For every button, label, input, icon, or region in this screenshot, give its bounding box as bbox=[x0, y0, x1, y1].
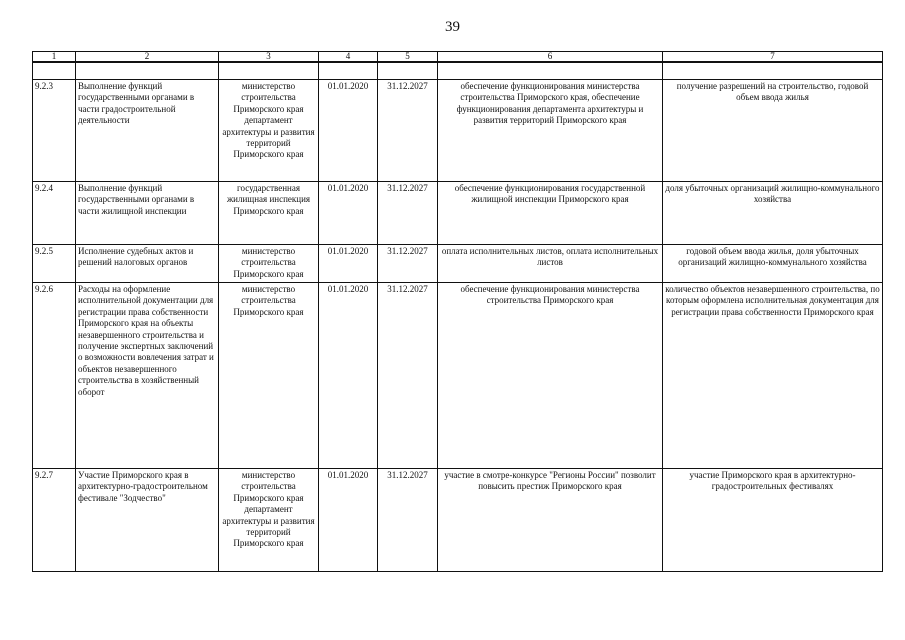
item-number: 9.2.5 bbox=[33, 245, 76, 283]
item-number: 9.2.6 bbox=[33, 283, 76, 469]
end-date: 31.12.2027 bbox=[378, 245, 438, 283]
column-number: 5 bbox=[378, 52, 438, 63]
expected-result: обеспечение функционирования государственной жилищной инспекции Приморского края bbox=[438, 182, 663, 245]
column-number: 4 bbox=[319, 52, 378, 63]
activity-name: Исполнение судебных актов и решений налоговых органов bbox=[76, 245, 219, 283]
table-row bbox=[33, 182, 883, 245]
table-row bbox=[33, 80, 883, 182]
target-indicator: участие Приморского края в архитектурно-градостроительных фестивалях bbox=[663, 469, 883, 572]
column-number: 6 bbox=[438, 52, 663, 63]
target-indicator: годовой объем ввода жилья, доля убыточных организаций жилищно-коммунального хозяйства bbox=[663, 245, 883, 283]
expected-result: оплата исполнительных листов, оплата исполнительных листов bbox=[438, 245, 663, 283]
table-row bbox=[33, 245, 883, 283]
end-date: 31.12.2027 bbox=[378, 182, 438, 245]
executor: министерство строительства Приморского края департамент архитектуры и развития территорий Приморского края bbox=[219, 80, 319, 182]
item-number: 9.2.7 bbox=[33, 469, 76, 572]
expected-result: обеспечение функционирования министерства строительства Приморского края, обеспечение функционирования департамента архитектуры и развития территорий Приморского края bbox=[438, 80, 663, 182]
target-indicator: получение разрешений на строительство, годовой объем ввода жилья bbox=[663, 80, 883, 182]
start-date: 01.01.2020 bbox=[319, 245, 378, 283]
end-date: 31.12.2027 bbox=[378, 80, 438, 182]
start-date: 01.01.2020 bbox=[319, 283, 378, 469]
activity-name: Выполнение функций государственными органами в части градостроительной деятельности bbox=[76, 80, 219, 182]
end-date: 31.12.2027 bbox=[378, 283, 438, 469]
executor: министерство строительства Приморского края департамент архитектуры и развития территорий Приморского края bbox=[219, 469, 319, 572]
column-number: 1 bbox=[33, 52, 76, 63]
column-number: 7 bbox=[663, 52, 883, 63]
target-indicator: количество объектов незавершенного строительства, по которым оформлена исполнительная документация для регистрации права собственности Приморского края bbox=[663, 283, 883, 469]
table-row bbox=[33, 469, 883, 572]
activity-name: Выполнение функций государственными органами в части жилищной инспекции bbox=[76, 182, 219, 245]
page-number: 39 bbox=[445, 19, 460, 35]
start-date: 01.01.2020 bbox=[319, 469, 378, 572]
activity-name: Расходы на оформление исполнительной документации для регистрации права собственности Приморского края на объекты незавершенного строительства и получение экспертных заключений о возможности вовлечения затрат и объектов незавершенного строительства в хозяйственный оборот bbox=[76, 283, 219, 469]
start-date: 01.01.2020 bbox=[319, 182, 378, 245]
expected-result: участие в смотре-конкурсе "Регионы России" позволит повысить престиж Приморского края bbox=[438, 469, 663, 572]
item-number: 9.2.4 bbox=[33, 182, 76, 245]
executor: министерство строительства Приморского края bbox=[219, 283, 319, 469]
expected-result: обеспечение функционирования министерства строительства Приморского края bbox=[438, 283, 663, 469]
start-date: 01.01.2020 bbox=[319, 80, 378, 182]
spacer-row bbox=[33, 62, 883, 80]
executor: министерство строительства Приморского края bbox=[219, 245, 319, 283]
target-indicator: доля убыточных организаций жилищно-коммунального хозяйства bbox=[663, 182, 883, 245]
column-number-row bbox=[33, 52, 883, 63]
column-number: 3 bbox=[219, 52, 319, 63]
executor: государственная жилищная инспекция Приморского края bbox=[219, 182, 319, 245]
column-number: 2 bbox=[76, 52, 219, 63]
table-row bbox=[33, 283, 883, 469]
item-number: 9.2.3 bbox=[33, 80, 76, 182]
end-date: 31.12.2027 bbox=[378, 469, 438, 572]
activity-name: Участие Приморского края в архитектурно-градостроительном фестивале "Зодчество" bbox=[76, 469, 219, 572]
program-activities-table bbox=[32, 51, 883, 572]
